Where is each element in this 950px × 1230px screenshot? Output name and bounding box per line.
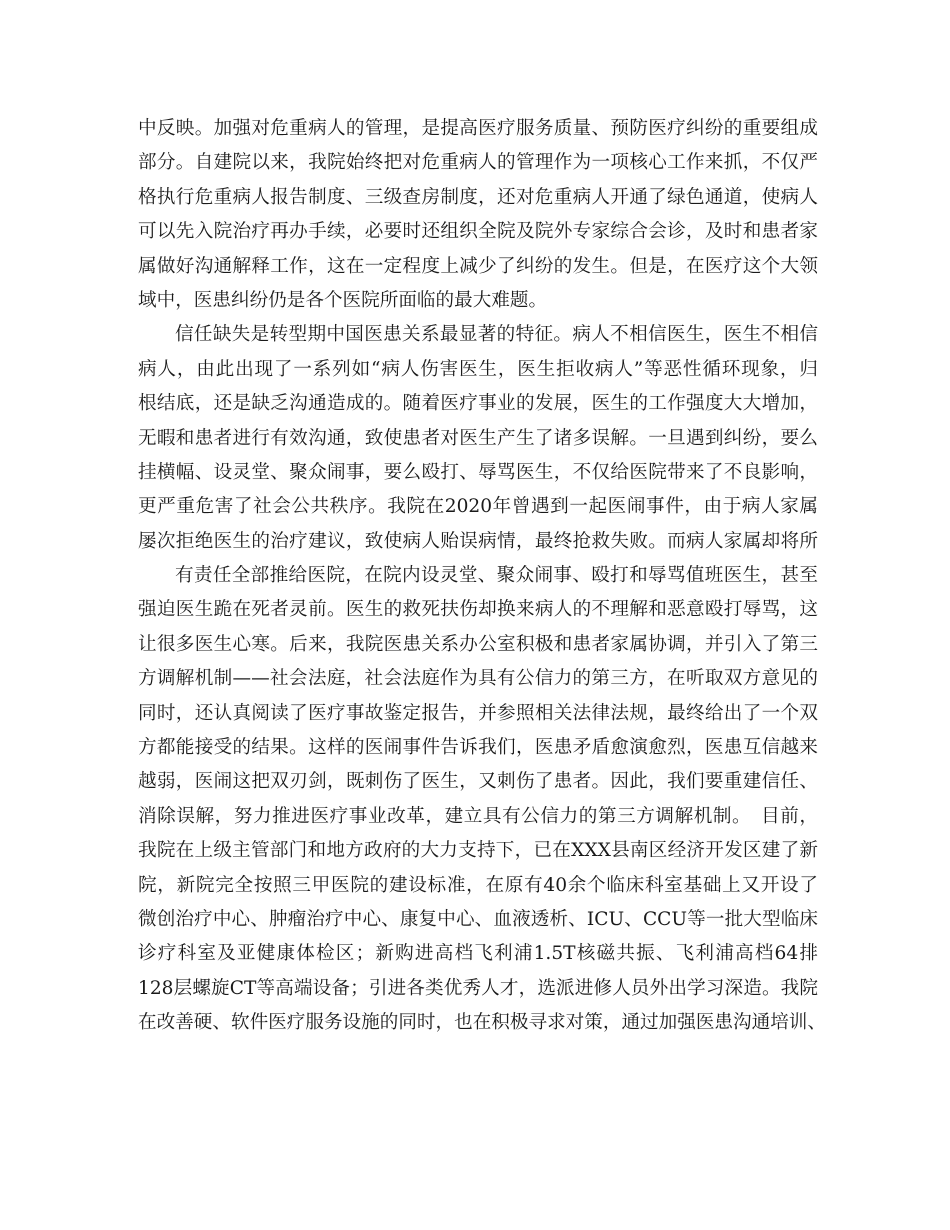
- text-line: 消除误解，努力推进医疗事业改革，建立具有公信力的第三方调解机制。 目前，: [138, 805, 818, 827]
- text-line: 格执行危重病人报告制度、三级查房制度，还对危重病人开通了绿色通道，使病人: [138, 186, 818, 208]
- text-line: 无暇和患者进行有效沟通，致使患者对医生产生了诸多误解。一旦遇到纠纷，要么: [138, 427, 818, 449]
- text-line: 我院在上级主管部门和地方政府的大力支持下，已在XXX县南区经济开发区建了新: [138, 840, 818, 862]
- text-line: 强迫医生跪在死者灵前。医生的救死扶伤却换来病人的不理解和恶意殴打辱骂，这: [138, 599, 818, 621]
- text-line: 部分。自建院以来，我院始终把对危重病人的管理作为一项核心工作来抓，不仅严: [138, 152, 818, 174]
- body-text: [138, 112, 826, 1041]
- text-line: 病人，由此出现了一系列如“病人伤害医生，医生拒收病人”等恶性循环现象，归: [138, 358, 818, 380]
- text-line: 方都能接受的结果。这样的医闹事件告诉我们，医患矛盾愈演愈烈，医患互信越来: [138, 737, 818, 759]
- text-line: 让很多医生心寒。后来，我院医患关系办公室积极和患者家属协调，并引入了第三: [138, 633, 818, 655]
- text-line: 域中，医患纠纷仍是各个医院所面临的最大难题。: [138, 289, 548, 311]
- text-line: 屡次拒绝医生的治疗建议，致使病人贻误病情，最终抢救失败。而病人家属却将所: [138, 530, 818, 552]
- text-line: 中反映。加强对危重病人的管理，是提高医疗服务质量、预防医疗纠纷的重要组成: [138, 118, 818, 139]
- text-line: 可以先入院治疗再办手续，必要时还组织全院及院外专家综合会诊，及时和患者家: [138, 221, 818, 243]
- text-line: 越弱，医闹这把双刃剑，既刺伤了医生，又刺伤了患者。因此，我们要重建信任、: [138, 771, 818, 793]
- text-line: 同时，还认真阅读了医疗事故鉴定报告，并参照相关法律法规，最终给出了一个双: [138, 702, 818, 724]
- text-line: 更严重危害了社会公共秩序。我院在2020年曾遇到一起医闹事件，由于病人家属: [138, 496, 818, 518]
- text-line: 微创治疗中心、肿瘤治疗中心、康复中心、血液透析、ICU、CCU等一批大型临床: [138, 908, 818, 930]
- text-line: 诊疗科室及亚健康体检区；新购进高档飞利浦1.5T核磁共振、飞利浦高档64排: [138, 943, 818, 965]
- text-line: 院，新院完全按照三甲医院的建设标准，在原有40余个临床科室基础上又开设了: [138, 874, 818, 896]
- text-line: 挂横幅、设灵堂、聚众闹事，要么殴打、辱骂医生，不仅给医院带来了不良影响，: [138, 461, 818, 483]
- text-line: 128层螺旋CT等高端设备；引进各类优秀人才，选派进修人员外出学习深造。我院: [138, 977, 818, 999]
- text-line: 在改善硬、软件医疗服务设施的同时，也在积极寻求对策，通过加强医患沟通培训、: [138, 1012, 826, 1034]
- text-line: 根结底，还是缺乏沟通造成的。随着医疗事业的发展，医生的工作强度大大增加，: [138, 393, 818, 415]
- text-line: 属做好沟通解释工作，这在一定程度上减少了纠纷的发生。但是，在医疗这个大领: [138, 255, 818, 277]
- text-line: 有责任全部推给医院，在院内设灵堂、聚众闹事、殴打和辱骂值班医生，甚至: [175, 565, 818, 587]
- text-line: 方调解机制——社会法庭，社会法庭作为具有公信力的第三方，在听取双方意见的: [138, 668, 818, 690]
- text-line: 信任缺失是转型期中国医患关系最显著的特征。病人不相信医生，医生不相信: [175, 324, 818, 346]
